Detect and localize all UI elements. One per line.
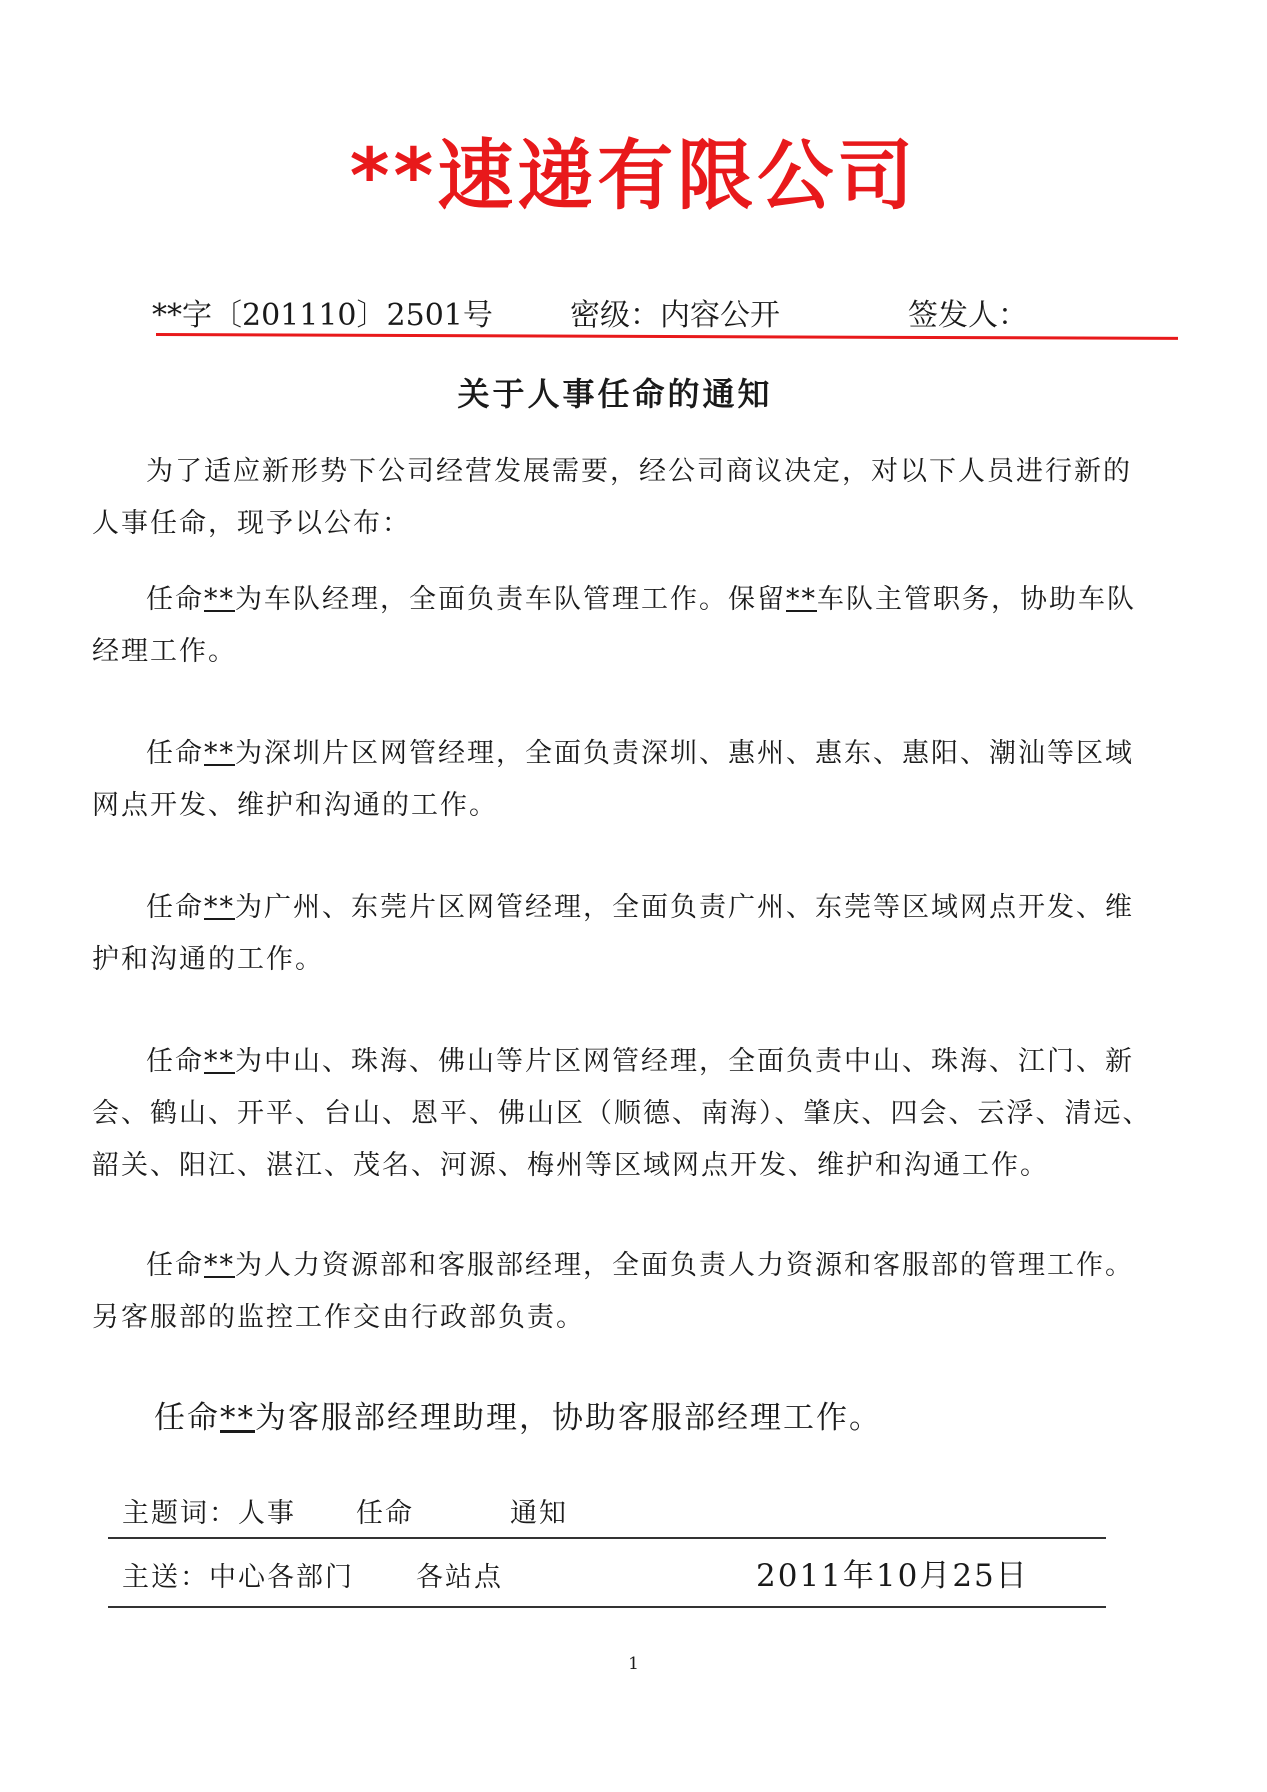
appointee-name: **: [204, 584, 235, 615]
secrecy-level: 密级：内容公开: [570, 298, 780, 333]
appointment-paragraph: [92, 882, 1152, 986]
appointee-name: **: [204, 1046, 235, 1077]
appointment-text: 为车队经理，全面负责车队管理工作。保留: [235, 584, 786, 615]
subject-keywords: [122, 1492, 568, 1536]
intro-paragraph: 为了适应新形势下公司经营发展需要，经公司商议决定，对以下人员进行新的人事任命，现予以公布：: [92, 456, 1132, 539]
appointment-paragraph: [92, 574, 1152, 678]
keywords-label: 主题词：人事: [122, 1498, 296, 1529]
appointee-name: **: [204, 1250, 235, 1281]
appointment-prefix: 任命: [146, 738, 204, 769]
keyword: 任命: [356, 1498, 414, 1529]
keyword: 通知: [510, 1498, 568, 1529]
footer-divider-top: [108, 1537, 1106, 1539]
send-to-label: 主送：中心各部门: [122, 1562, 354, 1593]
appointee-name: **: [204, 892, 235, 923]
send-to-recipient: 各站点: [416, 1562, 503, 1593]
appointment-prefix: 任命: [146, 1250, 204, 1281]
appointment-text: 为客服部经理助理，协助客服部经理工作。: [255, 1400, 882, 1436]
appointment-prefix: 任命: [146, 892, 204, 923]
appointment-text: 为人力资源部和客服部经理，全面负责人力资源和客服部的管理工作。另客服部的监控工作交由行政部负责。: [92, 1250, 1134, 1333]
appointment-text: 为中山、珠海、佛山等片区网管经理，全面负责中山、珠海、江门、新会、鹤山、开平、台山、恩平、佛山区（顺德、南海）、肇庆、四会、云浮、清远、韶关、阳江、湛江、茂名、河源、梅州等区域网点开发、维护和沟通工作。: [92, 1046, 1152, 1181]
org-header-title: **速递有限公司: [349, 131, 918, 220]
send-to: [122, 1556, 503, 1600]
notice-title: 关于人事任命的通知: [457, 375, 773, 413]
appointment-prefix: 任命: [154, 1400, 220, 1436]
page-number: 1: [628, 1654, 639, 1674]
document-number: **字〔201110〕2501号: [152, 298, 493, 333]
appointee-name: **: [204, 738, 235, 769]
appointee-name: **: [220, 1400, 255, 1436]
appointment-paragraph: [92, 1392, 1152, 1444]
appointment-text: 为深圳片区网管经理，全面负责深圳、惠州、惠东、惠阳、潮汕等区域网点开发、维护和沟通的工作。: [92, 738, 1134, 821]
signer-label: 签发人：: [908, 298, 1028, 333]
footer-divider-bottom: [108, 1606, 1106, 1608]
appointment-paragraph: [92, 1240, 1152, 1344]
appointee-name: **: [786, 584, 817, 615]
appointment-text: 为广州、东莞片区网管经理，全面负责广州、东莞等区域网点开发、维护和沟通的工作。: [92, 892, 1134, 975]
appointment-prefix: 任命: [146, 584, 204, 615]
appointment-paragraph: [92, 1036, 1152, 1192]
appointment-prefix: 任命: [146, 1046, 204, 1077]
document-date: 2011年10月25日: [756, 1558, 1029, 1594]
appointment-text: 车队主管职务，协助车队经理工作。: [92, 584, 1136, 667]
appointment-paragraph: [92, 728, 1152, 832]
